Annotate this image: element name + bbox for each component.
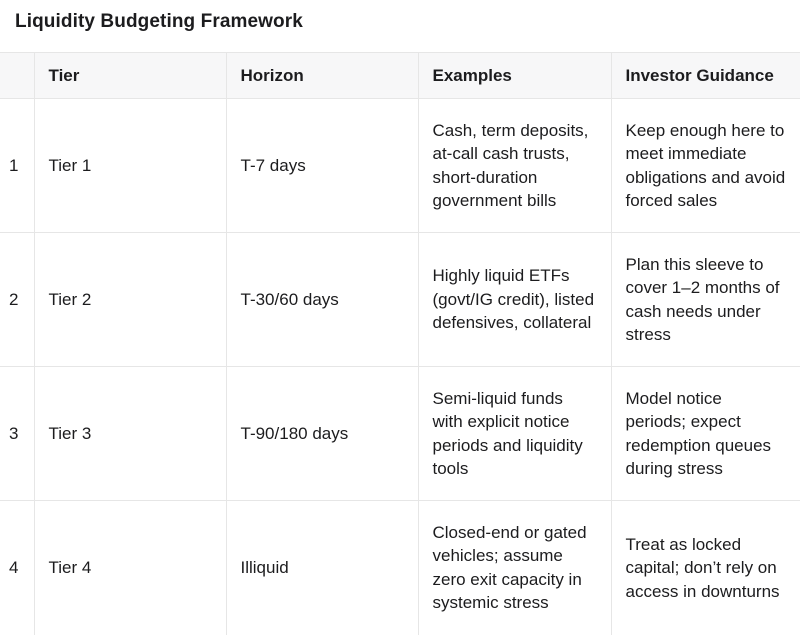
guidance-cell: Plan this sleeve to cover 1–2 months of cash needs under stress [611,233,800,367]
row-index: 1 [0,99,34,233]
header-horizon: Horizon [226,53,418,99]
horizon-cell: T-7 days [226,99,418,233]
tier-cell: Tier 2 [34,233,226,367]
examples-cell: Closed-end or gated vehicles; assume zero exit capacity in systemic stress [418,501,611,635]
examples-cell: Cash, term deposits, at-call cash trusts, short-duration government bills [418,99,611,233]
table-header [0,53,800,99]
table-row [0,233,800,367]
examples-cell: Highly liquid ETFs (govt/IG credit), listed defensives, collateral [418,233,611,367]
horizon-cell: T-90/180 days [226,367,418,501]
row-index: 4 [0,501,34,635]
guidance-cell: Keep enough here to meet immediate obligations and avoid forced sales [611,99,800,233]
header-tier: Tier [34,53,226,99]
tier-cell: Tier 1 [34,99,226,233]
page-title: Liquidity Budgeting Framework [15,11,303,32]
header-investor-guidance: Investor Guidance [611,53,800,99]
guidance-cell: Model notice periods; expect redemption queues during stress [611,367,800,501]
liquidity-table [0,52,800,635]
table-row [0,367,800,501]
guidance-cell: Treat as locked capital; don’t rely on access in downturns [611,501,800,635]
header-row [0,53,800,99]
horizon-cell: T-30/60 days [226,233,418,367]
header-examples: Examples [418,53,611,99]
table-row [0,99,800,233]
table-row [0,501,800,635]
header-index [0,53,34,99]
row-index: 3 [0,367,34,501]
tier-cell: Tier 4 [34,501,226,635]
tier-cell: Tier 3 [34,367,226,501]
table-body [0,99,800,635]
examples-cell: Semi-liquid funds with explicit notice periods and liquidity tools [418,367,611,501]
horizon-cell: Illiquid [226,501,418,635]
row-index: 2 [0,233,34,367]
